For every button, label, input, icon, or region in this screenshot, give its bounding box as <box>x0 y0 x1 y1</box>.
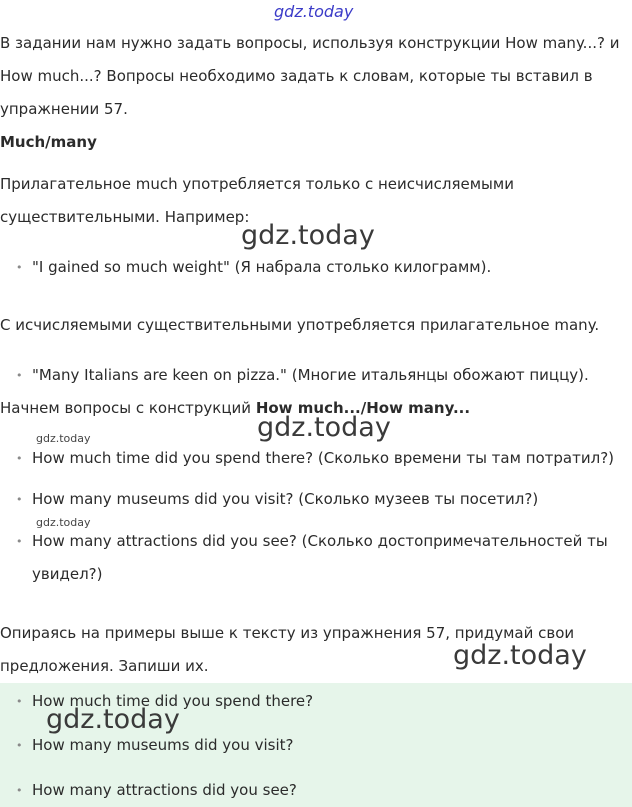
question-item-2 <box>18 483 618 516</box>
question-item-3 <box>18 525 618 591</box>
answer-text-1: • How much time did you spend there? <box>32 692 314 710</box>
answer-item-3 <box>18 774 618 807</box>
intro-line-3: упражнении 57. <box>0 100 128 118</box>
watermark-small-1: gdz.today <box>36 432 91 445</box>
watermark-2: gdz.today <box>257 412 391 443</box>
answer-text-3: • How many attractions did you see? <box>32 781 297 799</box>
question-item-1 <box>18 442 618 475</box>
start-questions-prefix: Начнем вопросы с конструкций <box>0 399 256 417</box>
question-text-1: • How much time did you spend there? (Сколько времени ты там потратил?) <box>32 449 615 467</box>
task-line-2: предложения. Запиши их. <box>0 657 209 675</box>
intro-line-1: В задании нам нужно задать вопросы, используя конструкции How many...? и <box>0 34 620 52</box>
question-text-2: • How many museums did you visit? (Сколько музеев ты посетил?) <box>32 490 539 508</box>
start-questions <box>0 392 620 425</box>
much-example-item <box>18 251 618 284</box>
many-example-item <box>18 359 618 392</box>
section-heading: Much/many <box>0 133 97 151</box>
question-text-3: • How many attractions did you see? (Сколько достопримечательностей ты <box>32 532 608 550</box>
answer-item-2 <box>18 729 618 762</box>
watermark-small-2: gdz.today <box>36 516 91 529</box>
watermark-1: gdz.today <box>241 220 375 251</box>
start-questions-bold: How much.../How many... <box>255 399 471 417</box>
answer-text-2: • How many museums did you visit? <box>32 736 294 754</box>
watermark-4: gdz.today <box>46 704 180 735</box>
much-example-text: • "I gained so much weight" (Я набрала столько килограмм). <box>32 258 492 276</box>
many-rule: С исчисляемыми существительными употребляется прилагательное many. <box>0 316 600 334</box>
much-rule-line-1: Прилагательное much употребляется только с неисчисляемыми <box>0 175 514 193</box>
task-line-1: Опираясь на примеры выше к тексту из упражнения 57, придумай свои <box>0 624 575 642</box>
watermark-top: gdz.today <box>274 2 354 21</box>
much-rule-line-2: существительными. Например: <box>0 208 250 226</box>
intro-line-2: How much...? Вопросы необходимо задать к словам, которые ты вставил в <box>0 67 593 85</box>
many-example-text: • "Many Italians are keen on pizza." (Многие итальянцы обожают пиццу). <box>32 366 589 384</box>
answer-item-1 <box>18 685 618 718</box>
question-text-3-cont: увидел?) <box>32 565 103 583</box>
watermark-3: gdz.today <box>453 640 587 671</box>
